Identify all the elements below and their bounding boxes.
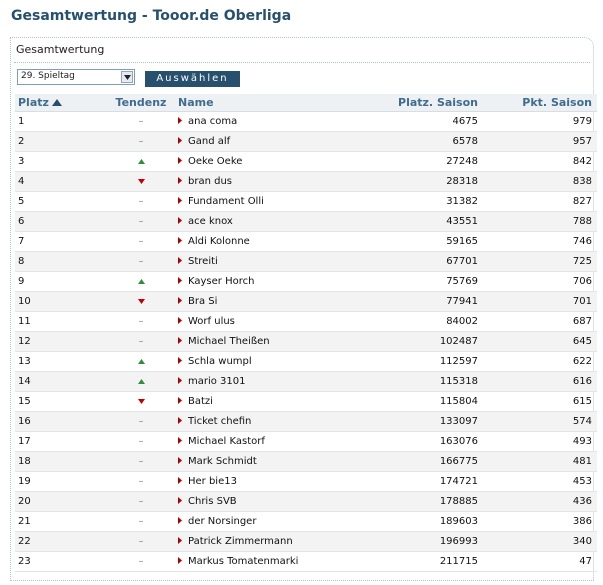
trend-unchanged-icon: – — [138, 496, 144, 507]
player-name-cell[interactable] — [174, 352, 338, 372]
season-points-cell: 622 — [478, 352, 597, 372]
table-row — [15, 412, 597, 432]
season-rank-cell: 112597 — [338, 352, 478, 372]
season-rank-cell: 4675 — [338, 112, 478, 132]
season-points-cell: 842 — [478, 152, 597, 172]
table-row — [15, 472, 597, 492]
table-row — [15, 332, 597, 352]
rank-cell: 17 — [15, 432, 108, 452]
table-row — [15, 272, 597, 292]
trend-cell — [108, 352, 174, 372]
trend-cell — [108, 232, 174, 252]
player-name[interactable]: mario 3101 — [188, 376, 246, 387]
caret-right-icon — [178, 177, 182, 184]
trend-unchanged-icon: – — [138, 116, 144, 127]
rank-cell: 8 — [15, 252, 108, 272]
matchday-select-value: 29. Spieltag — [21, 71, 75, 81]
trend-unchanged-icon: – — [138, 256, 144, 267]
table-row — [15, 512, 597, 532]
trend-cell — [108, 192, 174, 212]
caret-right-icon — [178, 457, 182, 464]
player-name-cell[interactable] — [174, 432, 338, 452]
caret-right-icon — [178, 157, 182, 164]
player-name-cell[interactable] — [174, 152, 338, 172]
table-row — [15, 492, 597, 512]
table-row — [15, 212, 597, 232]
table-row — [15, 532, 597, 552]
season-rank-cell: 211715 — [338, 552, 478, 572]
caret-right-icon — [178, 557, 182, 564]
rank-cell: 22 — [15, 532, 108, 552]
season-points-cell: 706 — [478, 272, 597, 292]
trend-cell — [108, 532, 174, 552]
season-rank-cell: 28318 — [338, 172, 478, 192]
rank-cell: 21 — [15, 512, 108, 532]
season-points-cell: 645 — [478, 332, 597, 352]
season-points-cell: 979 — [478, 112, 597, 132]
player-name[interactable]: Patrick Zimmermann — [188, 536, 293, 547]
player-name-cell[interactable] — [174, 212, 338, 232]
trend-cell — [108, 392, 174, 412]
table-row — [15, 292, 597, 312]
sort-ascending-icon — [52, 99, 62, 106]
season-rank-cell: 43551 — [338, 212, 478, 232]
caret-right-icon — [178, 297, 182, 304]
ranking-table — [15, 94, 597, 572]
select-button[interactable]: Auswählen — [145, 71, 240, 87]
trend-cell — [108, 432, 174, 452]
table-row — [15, 552, 597, 572]
column-header-trend[interactable]: Tendenz — [108, 94, 174, 112]
trend-cell — [108, 272, 174, 292]
season-points-cell: 838 — [478, 172, 597, 192]
trend-unchanged-icon: – — [138, 436, 144, 447]
chevron-down-icon[interactable] — [121, 71, 133, 83]
season-rank-cell: 115318 — [338, 372, 478, 392]
player-name[interactable]: Schla wumpl — [188, 356, 252, 367]
player-name[interactable]: Her bie13 — [188, 476, 237, 487]
player-name[interactable]: Kayser Horch — [188, 276, 255, 287]
trend-unchanged-icon: – — [138, 456, 144, 467]
trend-down-icon — [138, 299, 145, 304]
rank-cell: 14 — [15, 372, 108, 392]
player-name[interactable]: Batzi — [188, 396, 213, 407]
panel-title: Gesamtwertung — [16, 43, 105, 56]
table-row — [15, 152, 597, 172]
player-name-cell[interactable] — [174, 412, 338, 432]
column-header-season-rank[interactable]: Platz. Saison — [338, 94, 478, 112]
season-rank-cell: 77941 — [338, 292, 478, 312]
season-rank-cell: 163076 — [338, 432, 478, 452]
player-name[interactable]: Oeke Oeke — [188, 156, 243, 167]
trend-unchanged-icon: – — [138, 216, 144, 227]
trend-unchanged-icon: – — [138, 556, 144, 567]
table-row — [15, 172, 597, 192]
player-name-cell[interactable] — [174, 292, 338, 312]
table-row — [15, 252, 597, 272]
caret-right-icon — [178, 137, 182, 144]
player-name[interactable]: Markus Tomatenmarki — [188, 556, 299, 567]
player-name-cell[interactable] — [174, 552, 338, 572]
caret-right-icon — [178, 497, 182, 504]
player-name[interactable]: Bra Si — [188, 296, 218, 307]
trend-unchanged-icon: – — [138, 136, 144, 147]
rank-cell: 2 — [15, 132, 108, 152]
trend-down-icon — [138, 179, 145, 184]
table-row — [15, 192, 597, 212]
season-points-cell: 827 — [478, 192, 597, 212]
matchday-select[interactable] — [17, 69, 135, 85]
trend-unchanged-icon: – — [138, 336, 144, 347]
player-name-cell[interactable] — [174, 392, 338, 412]
player-name[interactable]: Worf ulus — [188, 316, 235, 327]
player-name[interactable]: Michael Theißen — [188, 336, 270, 347]
season-rank-cell: 133097 — [338, 412, 478, 432]
trend-cell — [108, 132, 174, 152]
season-rank-cell: 67701 — [338, 252, 478, 272]
column-header-name[interactable]: Name — [174, 94, 338, 112]
page-title: Gesamtwertung - Tooor.de Oberliga — [11, 8, 292, 24]
player-name[interactable]: Chris SVB — [188, 496, 237, 507]
caret-right-icon — [178, 517, 182, 524]
caret-right-icon — [178, 257, 182, 264]
season-points-cell: 615 — [478, 392, 597, 412]
season-rank-cell: 75769 — [338, 272, 478, 292]
season-points-cell: 436 — [478, 492, 597, 512]
season-points-cell: 725 — [478, 252, 597, 272]
rank-cell: 16 — [15, 412, 108, 432]
season-points-cell: 574 — [478, 412, 597, 432]
season-rank-cell: 102487 — [338, 332, 478, 352]
caret-right-icon — [178, 357, 182, 364]
column-header-season-points[interactable]: Pkt. Saison — [478, 94, 597, 112]
rank-cell: 12 — [15, 332, 108, 352]
table-header-row — [15, 94, 597, 112]
player-name[interactable]: ana coma — [188, 116, 238, 127]
trend-cell — [108, 172, 174, 192]
trend-cell — [108, 412, 174, 432]
player-name-cell[interactable] — [174, 532, 338, 552]
player-name-cell[interactable] — [174, 512, 338, 532]
trend-cell — [108, 292, 174, 312]
player-name-cell[interactable] — [174, 112, 338, 132]
player-name-cell[interactable] — [174, 372, 338, 392]
caret-right-icon — [178, 317, 182, 324]
season-points-cell: 746 — [478, 232, 597, 252]
season-rank-cell: 31382 — [338, 192, 478, 212]
trend-cell — [108, 552, 174, 572]
season-rank-cell: 27248 — [338, 152, 478, 172]
panel-divider — [14, 62, 590, 63]
season-points-cell: 47 — [478, 552, 597, 572]
caret-right-icon — [178, 197, 182, 204]
trend-up-icon — [138, 159, 145, 164]
rank-cell: 9 — [15, 272, 108, 292]
season-rank-cell: 59165 — [338, 232, 478, 252]
season-points-cell: 616 — [478, 372, 597, 392]
rank-cell: 18 — [15, 452, 108, 472]
player-name[interactable]: Aldi Kolonne — [188, 236, 250, 247]
table-row — [15, 352, 597, 372]
trend-cell — [108, 512, 174, 532]
trend-unchanged-icon: – — [138, 416, 144, 427]
season-rank-cell: 174721 — [338, 472, 478, 492]
table-row — [15, 452, 597, 472]
season-points-cell: 687 — [478, 312, 597, 332]
table-row — [15, 232, 597, 252]
trend-cell — [108, 372, 174, 392]
player-name[interactable]: Gand alf — [188, 136, 231, 147]
caret-right-icon — [178, 377, 182, 384]
standings-panel — [10, 37, 594, 581]
rank-cell: 7 — [15, 232, 108, 252]
trend-up-icon — [138, 379, 145, 384]
trend-cell — [108, 472, 174, 492]
player-name[interactable]: Michael Kastorf — [188, 436, 265, 447]
trend-down-icon — [138, 399, 145, 404]
player-name-cell[interactable] — [174, 332, 338, 352]
season-points-cell: 386 — [478, 512, 597, 532]
player-name[interactable]: ace knox — [188, 216, 233, 227]
caret-right-icon — [178, 437, 182, 444]
column-header-rank-label: Platz — [18, 96, 49, 109]
trend-unchanged-icon: – — [138, 236, 144, 247]
caret-right-icon — [178, 397, 182, 404]
caret-right-icon — [178, 337, 182, 344]
season-rank-cell: 115804 — [338, 392, 478, 412]
player-name-cell[interactable] — [174, 192, 338, 212]
player-name[interactable]: Streiti — [188, 256, 218, 267]
table-row — [15, 312, 597, 332]
rank-cell: 4 — [15, 172, 108, 192]
trend-unchanged-icon: – — [138, 516, 144, 527]
player-name-cell[interactable] — [174, 452, 338, 472]
caret-right-icon — [178, 117, 182, 124]
rank-cell: 10 — [15, 292, 108, 312]
season-points-cell: 701 — [478, 292, 597, 312]
table-row — [15, 372, 597, 392]
season-points-cell: 340 — [478, 532, 597, 552]
rank-cell: 15 — [15, 392, 108, 412]
caret-right-icon — [178, 237, 182, 244]
season-rank-cell: 178885 — [338, 492, 478, 512]
player-name-cell[interactable] — [174, 252, 338, 272]
player-name[interactable]: der Norsinger — [188, 516, 257, 527]
table-row — [15, 132, 597, 152]
trend-cell — [108, 252, 174, 272]
season-rank-cell: 84002 — [338, 312, 478, 332]
column-header-rank[interactable] — [15, 94, 108, 112]
player-name[interactable]: Mark Schmidt — [188, 456, 257, 467]
trend-unchanged-icon: – — [138, 316, 144, 327]
trend-cell — [108, 452, 174, 472]
player-name[interactable]: Ticket chefin — [188, 416, 252, 427]
player-name-cell[interactable] — [174, 232, 338, 252]
trend-unchanged-icon: – — [138, 476, 144, 487]
season-points-cell: 453 — [478, 472, 597, 492]
table-row — [15, 432, 597, 452]
table-row — [15, 392, 597, 412]
rank-cell: 3 — [15, 152, 108, 172]
rank-cell: 11 — [15, 312, 108, 332]
trend-cell — [108, 312, 174, 332]
trend-cell — [108, 212, 174, 232]
rank-cell: 5 — [15, 192, 108, 212]
player-name-cell[interactable] — [174, 312, 338, 332]
player-name[interactable]: bran dus — [188, 176, 232, 187]
trend-up-icon — [138, 359, 145, 364]
player-name-cell[interactable] — [174, 272, 338, 292]
rank-cell: 6 — [15, 212, 108, 232]
table-row — [15, 112, 597, 132]
season-points-cell: 957 — [478, 132, 597, 152]
trend-unchanged-icon: – — [138, 536, 144, 547]
trend-unchanged-icon: – — [138, 196, 144, 207]
season-points-cell: 481 — [478, 452, 597, 472]
caret-right-icon — [178, 217, 182, 224]
player-name-cell[interactable] — [174, 172, 338, 192]
season-rank-cell: 166775 — [338, 452, 478, 472]
caret-right-icon — [178, 477, 182, 484]
trend-cell — [108, 112, 174, 132]
trend-cell — [108, 152, 174, 172]
season-points-cell: 788 — [478, 212, 597, 232]
player-name-cell[interactable] — [174, 132, 338, 152]
season-rank-cell: 6578 — [338, 132, 478, 152]
trend-cell — [108, 492, 174, 512]
player-name-cell[interactable] — [174, 492, 338, 512]
player-name-cell[interactable] — [174, 472, 338, 492]
rank-cell: 19 — [15, 472, 108, 492]
trend-cell — [108, 332, 174, 352]
rank-cell: 13 — [15, 352, 108, 372]
rank-cell: 20 — [15, 492, 108, 512]
caret-right-icon — [178, 537, 182, 544]
season-rank-cell: 189603 — [338, 512, 478, 532]
caret-right-icon — [178, 417, 182, 424]
season-points-cell: 493 — [478, 432, 597, 452]
season-rank-cell: 196993 — [338, 532, 478, 552]
trend-up-icon — [138, 279, 145, 284]
player-name[interactable]: Fundament Olli — [188, 196, 264, 207]
caret-right-icon — [178, 277, 182, 284]
rank-cell: 23 — [15, 552, 108, 572]
rank-cell: 1 — [15, 112, 108, 132]
